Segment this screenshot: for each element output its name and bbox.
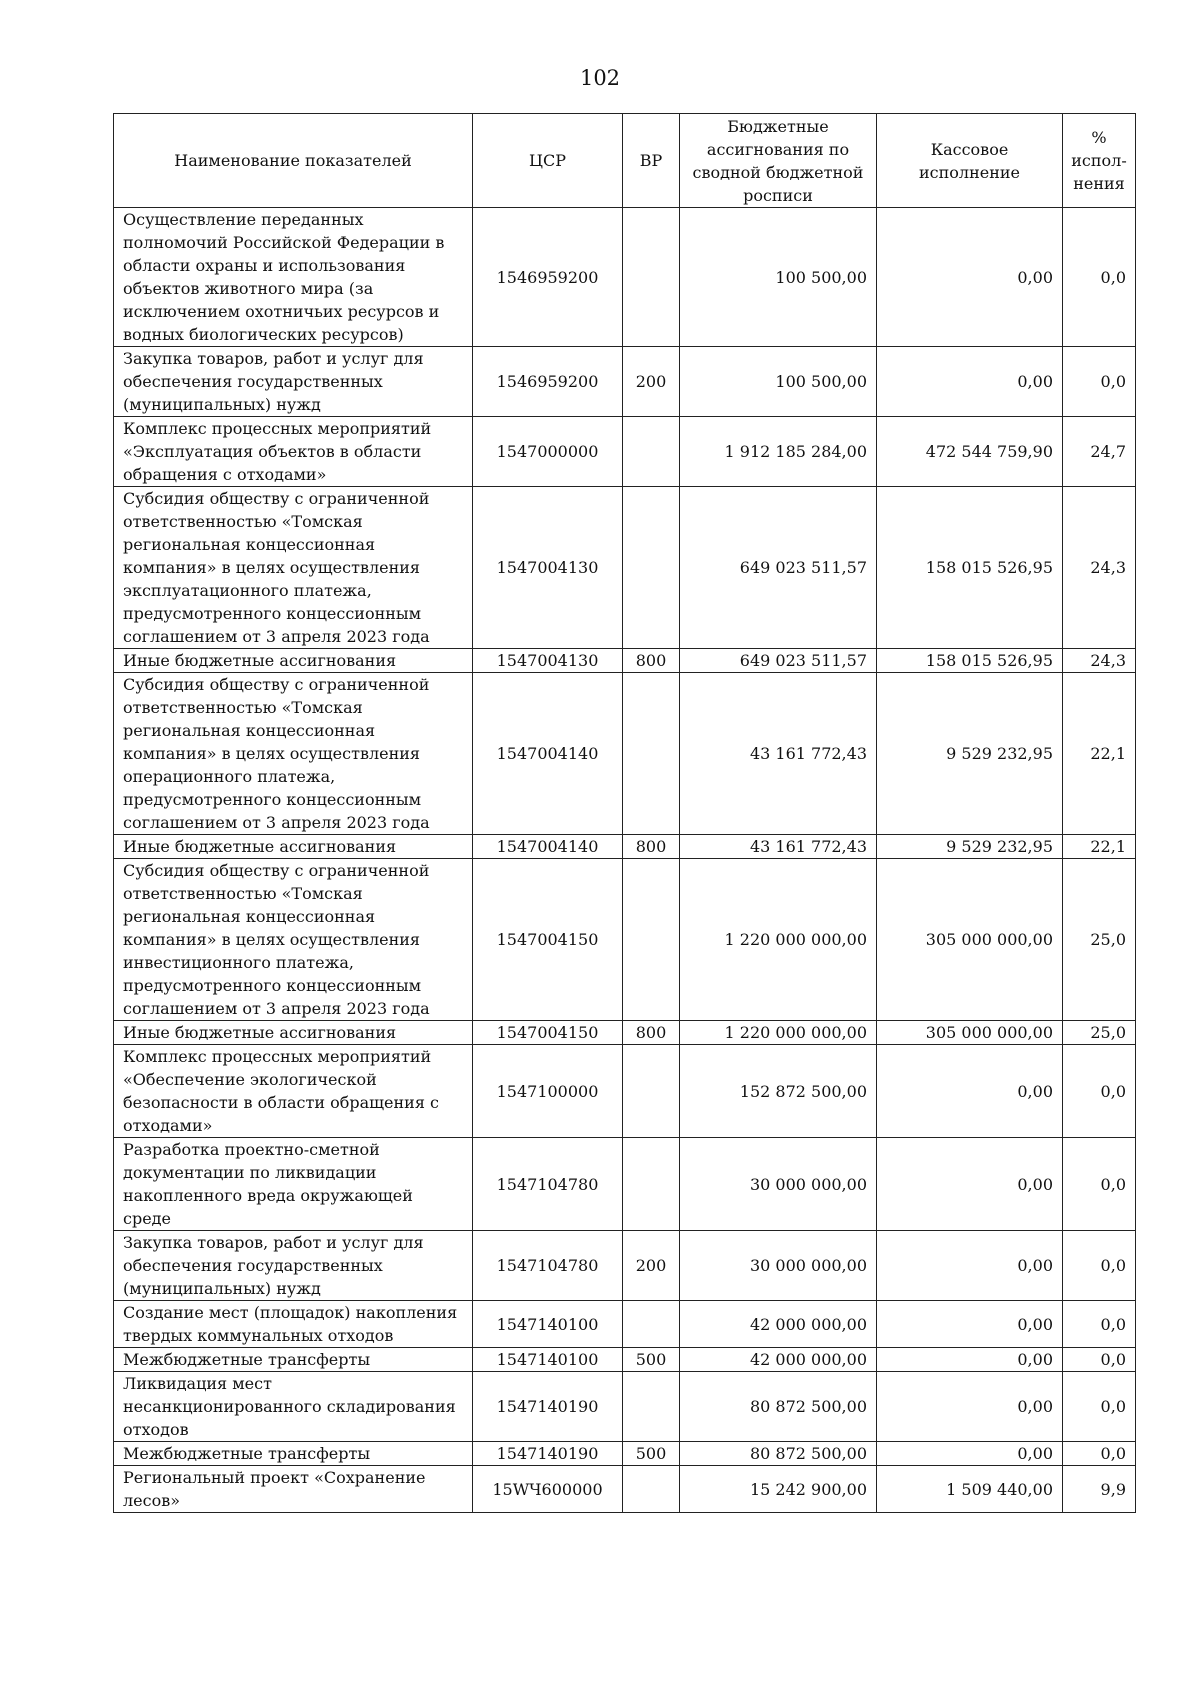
cell-execution-percent: 0,0	[1063, 1138, 1136, 1231]
header-csr: ЦСР	[473, 114, 623, 208]
header-indicator-name: Наименование показателей	[114, 114, 473, 208]
cell-execution-percent: 0,0	[1063, 1045, 1136, 1138]
cell-execution-percent: 24,3	[1063, 487, 1136, 649]
cell-budget-assignments: 152 872 500,00	[680, 1045, 877, 1138]
cell-cash-execution: 472 544 759,90	[877, 417, 1063, 487]
cell-vr	[623, 1138, 680, 1231]
cell-csr: 1547100000	[473, 1045, 623, 1138]
cell-indicator-name: Субсидия обществу с ограниченной ответственностью «Томская региональная концессионная компания» в целях осуществления операционного платежа, предусмотренного концессионным соглашением от 3 апреля 2023 года	[114, 673, 473, 835]
cell-indicator-name: Ликвидация мест несанкционированного складирования отходов	[114, 1372, 473, 1442]
cell-csr: 1547004150	[473, 859, 623, 1021]
table-row	[114, 417, 1136, 487]
cell-cash-execution: 158 015 526,95	[877, 487, 1063, 649]
cell-vr	[623, 1045, 680, 1138]
cell-budget-assignments: 100 500,00	[680, 347, 877, 417]
cell-execution-percent: 22,1	[1063, 835, 1136, 859]
cell-indicator-name: Межбюджетные трансферты	[114, 1442, 473, 1466]
cell-csr: 1547004140	[473, 835, 623, 859]
table-row	[114, 649, 1136, 673]
header-vr: ВР	[623, 114, 680, 208]
cell-cash-execution: 0,00	[877, 347, 1063, 417]
cell-cash-execution: 0,00	[877, 1301, 1063, 1348]
cell-indicator-name: Иные бюджетные ассигнования	[114, 649, 473, 673]
table-row	[114, 1301, 1136, 1348]
cell-csr: 1547104780	[473, 1231, 623, 1301]
cell-execution-percent: 25,0	[1063, 859, 1136, 1021]
cell-cash-execution: 0,00	[877, 1348, 1063, 1372]
cell-execution-percent: 0,0	[1063, 208, 1136, 347]
table-row	[114, 347, 1136, 417]
cell-budget-assignments: 43 161 772,43	[680, 673, 877, 835]
table-row	[114, 1045, 1136, 1138]
cell-vr: 200	[623, 347, 680, 417]
cell-execution-percent: 0,0	[1063, 1348, 1136, 1372]
cell-budget-assignments: 30 000 000,00	[680, 1138, 877, 1231]
cell-csr: 1547140190	[473, 1372, 623, 1442]
cell-cash-execution: 0,00	[877, 1372, 1063, 1442]
cell-budget-assignments: 649 023 511,57	[680, 649, 877, 673]
cell-cash-execution: 9 529 232,95	[877, 835, 1063, 859]
cell-budget-assignments: 649 023 511,57	[680, 487, 877, 649]
table-row	[114, 487, 1136, 649]
table-row	[114, 1231, 1136, 1301]
cell-vr	[623, 1372, 680, 1442]
cell-csr: 1547104780	[473, 1138, 623, 1231]
cell-csr: 1547004140	[473, 673, 623, 835]
cell-budget-assignments: 42 000 000,00	[680, 1348, 877, 1372]
cell-indicator-name: Комплекс процессных мероприятий «Эксплуатация объектов в области обращения с отходами»	[114, 417, 473, 487]
cell-execution-percent: 0,0	[1063, 1301, 1136, 1348]
cell-indicator-name: Региональный проект «Сохранение лесов»	[114, 1466, 473, 1513]
cell-cash-execution: 0,00	[877, 1045, 1063, 1138]
cell-budget-assignments: 80 872 500,00	[680, 1372, 877, 1442]
cell-vr: 500	[623, 1442, 680, 1466]
table-row	[114, 1442, 1136, 1466]
budget-execution-table	[113, 113, 1136, 1513]
header-cash-execution: Кассовое исполнение	[877, 114, 1063, 208]
cell-cash-execution: 305 000 000,00	[877, 859, 1063, 1021]
cell-execution-percent: 0,0	[1063, 1372, 1136, 1442]
cell-cash-execution: 158 015 526,95	[877, 649, 1063, 673]
cell-vr	[623, 859, 680, 1021]
cell-vr: 800	[623, 649, 680, 673]
table-row	[114, 673, 1136, 835]
cell-cash-execution: 0,00	[877, 1138, 1063, 1231]
cell-csr: 1546959200	[473, 347, 623, 417]
cell-csr: 1547004150	[473, 1021, 623, 1045]
cell-cash-execution: 0,00	[877, 1442, 1063, 1466]
cell-indicator-name: Межбюджетные трансферты	[114, 1348, 473, 1372]
table-row	[114, 1372, 1136, 1442]
cell-csr: 1547140100	[473, 1348, 623, 1372]
cell-budget-assignments: 42 000 000,00	[680, 1301, 877, 1348]
cell-execution-percent: 22,1	[1063, 673, 1136, 835]
cell-budget-assignments: 15 242 900,00	[680, 1466, 877, 1513]
cell-indicator-name: Субсидия обществу с ограниченной ответственностью «Томская региональная концессионная компания» в целях осуществления инвестиционного платежа, предусмотренного концессионным соглашением от 3 апреля 2023 года	[114, 859, 473, 1021]
cell-indicator-name: Иные бюджетные ассигнования	[114, 835, 473, 859]
cell-csr: 1547140190	[473, 1442, 623, 1466]
cell-indicator-name: Закупка товаров, работ и услуг для обеспечения государственных (муниципальных) нужд	[114, 1231, 473, 1301]
cell-vr	[623, 417, 680, 487]
cell-indicator-name: Иные бюджетные ассигнования	[114, 1021, 473, 1045]
cell-cash-execution: 9 529 232,95	[877, 673, 1063, 835]
cell-vr	[623, 673, 680, 835]
cell-execution-percent: 0,0	[1063, 1231, 1136, 1301]
page-number: 102	[579, 66, 621, 90]
table-header	[114, 114, 1136, 208]
cell-vr	[623, 487, 680, 649]
cell-csr: 1546959200	[473, 208, 623, 347]
cell-budget-assignments: 1 220 000 000,00	[680, 1021, 877, 1045]
cell-vr	[623, 1466, 680, 1513]
cell-vr: 200	[623, 1231, 680, 1301]
table-row	[114, 1348, 1136, 1372]
cell-execution-percent: 0,0	[1063, 1442, 1136, 1466]
table-row	[114, 208, 1136, 347]
header-budget-assignments: Бюджетные ассигнования по сводной бюджетной росписи	[680, 114, 877, 208]
cell-execution-percent: 24,3	[1063, 649, 1136, 673]
cell-cash-execution: 0,00	[877, 1231, 1063, 1301]
cell-execution-percent: 24,7	[1063, 417, 1136, 487]
cell-indicator-name: Создание мест (площадок) накопления твердых коммунальных отходов	[114, 1301, 473, 1348]
table-row	[114, 1466, 1136, 1513]
cell-cash-execution: 0,00	[877, 208, 1063, 347]
table-row	[114, 835, 1136, 859]
cell-vr	[623, 208, 680, 347]
cell-budget-assignments: 30 000 000,00	[680, 1231, 877, 1301]
cell-budget-assignments: 100 500,00	[680, 208, 877, 347]
table-row	[114, 1021, 1136, 1045]
cell-cash-execution: 305 000 000,00	[877, 1021, 1063, 1045]
cell-csr: 1547140100	[473, 1301, 623, 1348]
cell-budget-assignments: 43 161 772,43	[680, 835, 877, 859]
cell-cash-execution: 1 509 440,00	[877, 1466, 1063, 1513]
cell-vr: 800	[623, 1021, 680, 1045]
cell-csr: 1547004130	[473, 487, 623, 649]
cell-csr: 15WЧ600000	[473, 1466, 623, 1513]
cell-vr: 500	[623, 1348, 680, 1372]
cell-vr: 800	[623, 835, 680, 859]
cell-indicator-name: Осуществление переданных полномочий Российской Федерации в области охраны и использования объектов животного мира (за исключением охотничьих ресурсов и водных биологических ресурсов)	[114, 208, 473, 347]
table-row	[114, 859, 1136, 1021]
cell-csr: 1547004130	[473, 649, 623, 673]
cell-indicator-name: Субсидия обществу с ограниченной ответственностью «Томская региональная концессионная компания» в целях осуществления эксплуатационного платежа, предусмотренного концессионным соглашением от 3 апреля 2023 года	[114, 487, 473, 649]
cell-indicator-name: Закупка товаров, работ и услуг для обеспечения государственных (муниципальных) нужд	[114, 347, 473, 417]
cell-vr	[623, 1301, 680, 1348]
cell-execution-percent: 25,0	[1063, 1021, 1136, 1045]
cell-csr: 1547000000	[473, 417, 623, 487]
header-execution-percent: % испол-нения	[1063, 114, 1136, 208]
table-row	[114, 1138, 1136, 1231]
cell-indicator-name: Разработка проектно-сметной документации по ликвидации накопленного вреда окружающей среде	[114, 1138, 473, 1231]
cell-budget-assignments: 1 912 185 284,00	[680, 417, 877, 487]
table-body	[114, 208, 1136, 1513]
cell-execution-percent: 9,9	[1063, 1466, 1136, 1513]
cell-indicator-name: Комплекс процессных мероприятий «Обеспечение экологической безопасности в области обращения с отходами»	[114, 1045, 473, 1138]
cell-budget-assignments: 80 872 500,00	[680, 1442, 877, 1466]
cell-execution-percent: 0,0	[1063, 347, 1136, 417]
cell-budget-assignments: 1 220 000 000,00	[680, 859, 877, 1021]
